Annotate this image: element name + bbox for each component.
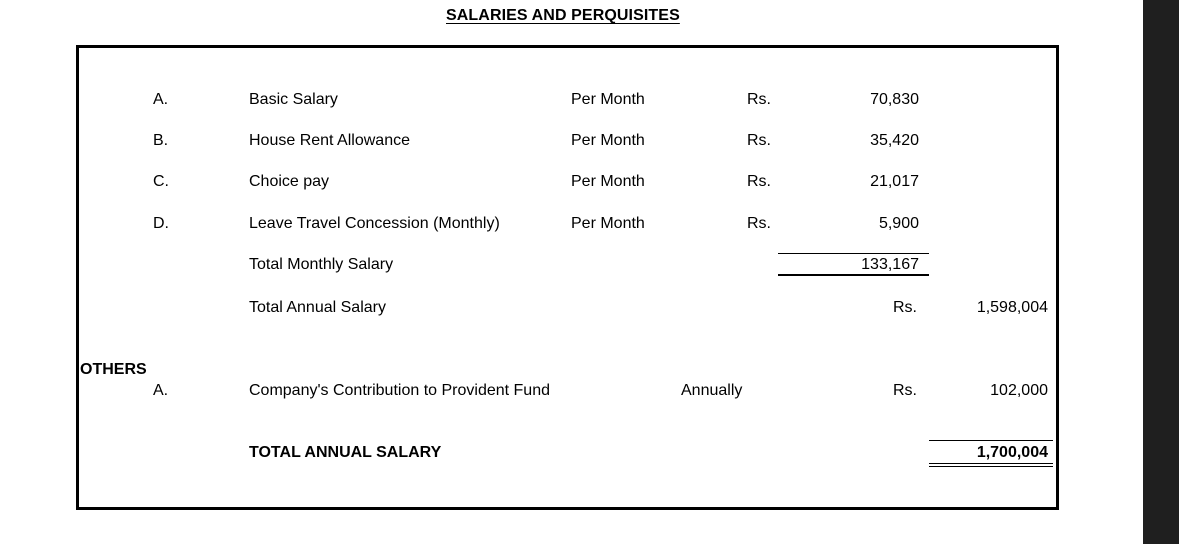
row-label: Leave Travel Concession (Monthly) xyxy=(249,215,500,232)
others-heading: OTHERS xyxy=(80,361,147,378)
row-letter: A. xyxy=(153,91,169,108)
grand-total-double-rule-lower xyxy=(929,466,1053,467)
total-monthly-bottom-rule xyxy=(778,274,929,276)
grand-total-label: TOTAL ANNUAL SALARY xyxy=(249,444,442,461)
total-monthly-label: Total Monthly Salary xyxy=(249,256,394,273)
row-label: Choice pay xyxy=(249,173,330,190)
row-currency: Rs. xyxy=(747,215,771,232)
grand-total-amount: 1,700,004 xyxy=(976,444,1048,461)
others-letter: A. xyxy=(153,382,169,399)
total-monthly-amount: 133,167 xyxy=(861,256,919,273)
total-annual-label: Total Annual Salary xyxy=(249,299,386,316)
row-currency: Rs. xyxy=(747,91,771,108)
document-title: SALARIES AND PERQUISITES xyxy=(446,7,680,24)
row-amount: 5,900 xyxy=(878,215,919,232)
total-annual-currency: Rs. xyxy=(893,299,917,316)
row-letter: C. xyxy=(153,173,169,190)
salary-table-frame xyxy=(76,45,1059,510)
others-currency: Rs. xyxy=(893,382,917,399)
others-amount: 102,000 xyxy=(990,382,1048,399)
total-monthly-top-rule xyxy=(778,253,929,254)
row-currency: Rs. xyxy=(747,173,771,190)
row-letter: B. xyxy=(153,132,169,149)
row-label: Basic Salary xyxy=(249,91,338,108)
grand-total-top-rule xyxy=(929,440,1053,441)
row-period: Per Month xyxy=(571,173,645,190)
row-amount: 21,017 xyxy=(870,173,919,190)
row-letter: D. xyxy=(153,215,169,232)
row-currency: Rs. xyxy=(747,132,771,149)
scrollbar-track[interactable] xyxy=(1143,0,1179,544)
others-period: Annually xyxy=(681,382,743,399)
row-amount: 70,830 xyxy=(870,91,919,108)
row-amount: 35,420 xyxy=(870,132,919,149)
grand-total-double-rule-upper xyxy=(929,463,1053,464)
row-period: Per Month xyxy=(571,91,645,108)
others-label: Company's Contribution to Provident Fund xyxy=(249,382,550,399)
row-period: Per Month xyxy=(571,132,645,149)
total-annual-amount: 1,598,004 xyxy=(976,299,1048,316)
row-period: Per Month xyxy=(571,215,645,232)
row-label: House Rent Allowance xyxy=(249,132,410,149)
